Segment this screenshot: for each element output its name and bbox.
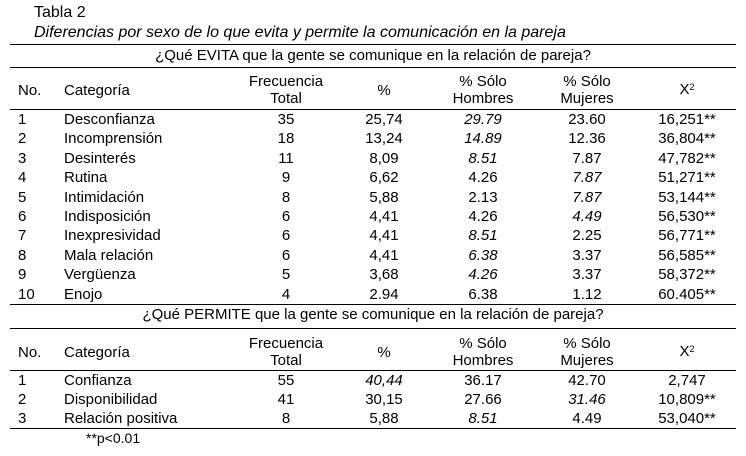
cell-no: 6 — [18, 208, 27, 225]
header-hombres: % Sólo Hombres — [452, 335, 514, 369]
rule-header2 — [10, 370, 736, 371]
cell-porcentaje: 30,15 — [365, 391, 403, 409]
cell-frecuencia: 8 — [281, 188, 291, 206]
cell-mujeres: 2.25 — [572, 227, 602, 245]
cell-mujeres: 23.60 — [568, 111, 606, 128]
cell-chi: 58,372** — [658, 266, 716, 284]
cell-categoria: Relación positiva — [64, 410, 178, 428]
cell-hombres: 8.51 — [468, 227, 498, 245]
cell-categoria: Incomprensión — [64, 130, 163, 148]
cell-no: 2 — [18, 130, 27, 148]
rule-section2 — [10, 328, 736, 329]
cell-porcentaje: 5,88 — [369, 188, 399, 206]
header-categoria: Categoría — [64, 82, 130, 99]
cell-porcentaje: 5,88 — [369, 410, 399, 428]
cell-chi: 60.405** — [658, 285, 716, 303]
cell-hombres: 14.89 — [464, 130, 502, 148]
cell-chi: 56,585** — [658, 246, 716, 264]
cell-porcentaje: 6,62 — [369, 169, 399, 187]
cell-mujeres: 7.87 — [572, 169, 602, 187]
cell-chi: 47,782** — [658, 149, 716, 167]
cell-hombres: 8.51 — [468, 149, 498, 167]
cell-frecuencia: 55 — [277, 372, 295, 389]
footnote: **p<0.01 — [86, 430, 141, 446]
cell-chi: 10,809** — [658, 391, 716, 409]
cell-porcentaje: 40,44 — [365, 372, 403, 389]
header-porcentaje: % — [377, 344, 391, 361]
cell-porcentaje: 4,41 — [369, 246, 399, 264]
cell-no: 10 — [18, 285, 35, 303]
cell-mujeres: 12.36 — [568, 130, 606, 148]
cell-mujeres: 31.46 — [568, 391, 606, 409]
table-title: Tabla 2 — [34, 4, 86, 21]
rule-top — [10, 44, 736, 45]
cell-mujeres: 3.37 — [572, 246, 602, 264]
cell-no: 3 — [18, 410, 27, 428]
cell-frecuencia: 8 — [281, 410, 291, 428]
cell-hombres: 8.51 — [468, 410, 498, 428]
cell-hombres: 4.26 — [468, 169, 498, 187]
cell-categoria: Vergüenza — [64, 266, 136, 284]
cell-chi: 51,271** — [658, 169, 716, 187]
cell-porcentaje: 25,74 — [365, 111, 403, 128]
cell-mujeres: 7.87 — [572, 149, 602, 167]
cell-frecuencia: 11 — [278, 149, 294, 167]
cell-categoria: Intimidación — [64, 188, 145, 206]
cell-mujeres: 1.12 — [572, 285, 602, 303]
header-no: No. — [18, 82, 42, 99]
cell-frecuencia: 6 — [281, 227, 291, 245]
header-frecuencia: Frecuencia Total — [248, 335, 324, 369]
cell-frecuencia: 6 — [281, 246, 291, 264]
cell-hombres: 4.26 — [468, 266, 498, 284]
cell-chi: 56,530** — [658, 208, 716, 225]
cell-no: 1 — [18, 372, 27, 389]
rule-end1 — [10, 304, 736, 305]
cell-porcentaje: 13,24 — [365, 130, 403, 148]
header-frecuencia: Frecuencia Total — [248, 73, 324, 107]
cell-frecuencia: 18 — [277, 130, 295, 148]
cell-categoria: Confianza — [64, 372, 132, 389]
cell-porcentaje: 8,09 — [369, 149, 399, 167]
cell-porcentaje: 4,41 — [369, 208, 399, 225]
cell-hombres: 2.13 — [468, 188, 498, 206]
cell-categoria: Mala relación — [64, 246, 154, 264]
cell-porcentaje: 4,41 — [369, 227, 399, 245]
cell-categoria: Enojo — [64, 285, 103, 303]
cell-frecuencia: 41 — [277, 391, 295, 409]
cell-categoria: Indisposición — [64, 208, 151, 225]
cell-mujeres: 3.37 — [572, 266, 602, 284]
cell-porcentaje: 3,68 — [369, 266, 399, 284]
cell-mujeres: 42.70 — [568, 372, 606, 389]
cell-categoria: Inexpresividad — [64, 227, 161, 245]
cell-mujeres: 4.49 — [572, 410, 602, 428]
cell-hombres: 27.66 — [464, 391, 502, 409]
cell-porcentaje: 2.94 — [369, 285, 399, 303]
cell-mujeres: 4.49 — [572, 208, 602, 225]
cell-hombres: 36.17 — [464, 372, 502, 389]
table-subtitle: Diferencias por sexo de lo que evita y permite la comunicación en la pareja — [34, 24, 566, 41]
cell-no: 7 — [18, 227, 27, 245]
cell-categoria: Rutina — [64, 169, 108, 187]
cell-no: 2 — [18, 391, 27, 409]
header-porcentaje: % — [377, 82, 391, 99]
rule-section1 — [10, 67, 736, 68]
header-no: No. — [18, 344, 42, 361]
cell-no: 5 — [18, 188, 27, 206]
header-hombres: % Sólo Hombres — [452, 73, 514, 107]
cell-chi: 53,040** — [658, 410, 716, 428]
cell-chi: 36,804** — [658, 130, 716, 148]
cell-categoria: Desconfianza — [64, 111, 155, 128]
cell-chi: 53,144** — [658, 188, 716, 206]
section2-title: ¿Qué PERMITE que la gente se comunique en la relación de pareja? — [142, 306, 604, 323]
cell-frecuencia: 9 — [281, 169, 291, 187]
cell-hombres: 29.79 — [464, 111, 502, 128]
cell-hombres: 6.38 — [468, 285, 498, 303]
cell-no: 9 — [18, 266, 27, 284]
cell-hombres: 4.26 — [468, 208, 498, 225]
cell-mujeres: 7.87 — [572, 188, 602, 206]
section1-title: ¿Qué EVITA que la gente se comunique en la relación de pareja? — [155, 47, 591, 64]
cell-no: 4 — [18, 169, 27, 187]
cell-frecuencia: 6 — [281, 208, 291, 225]
cell-chi: 2,747 — [668, 372, 706, 389]
cell-no: 8 — [18, 246, 27, 264]
cell-chi: 16,251** — [658, 111, 716, 128]
cell-frecuencia: 35 — [277, 111, 295, 128]
header-chi: $X^2$ — [679, 343, 695, 360]
cell-no: 3 — [18, 149, 27, 167]
header-categoria: Categoría — [64, 344, 130, 361]
cell-chi: 56,771** — [658, 227, 716, 245]
cell-frecuencia: 4 — [281, 285, 291, 303]
header-mujeres: % Sólo Mujeres — [560, 335, 614, 369]
cell-categoria: Desinterés — [64, 149, 136, 167]
rule-header1 — [10, 109, 736, 110]
cell-no: 1 — [18, 111, 27, 128]
cell-categoria: Disponibilidad — [64, 391, 158, 409]
header-chi: $X^2$ — [679, 81, 695, 98]
cell-hombres: 6.38 — [468, 246, 498, 264]
header-mujeres: % Sólo Mujeres — [560, 73, 614, 107]
cell-frecuencia: 5 — [281, 266, 291, 284]
